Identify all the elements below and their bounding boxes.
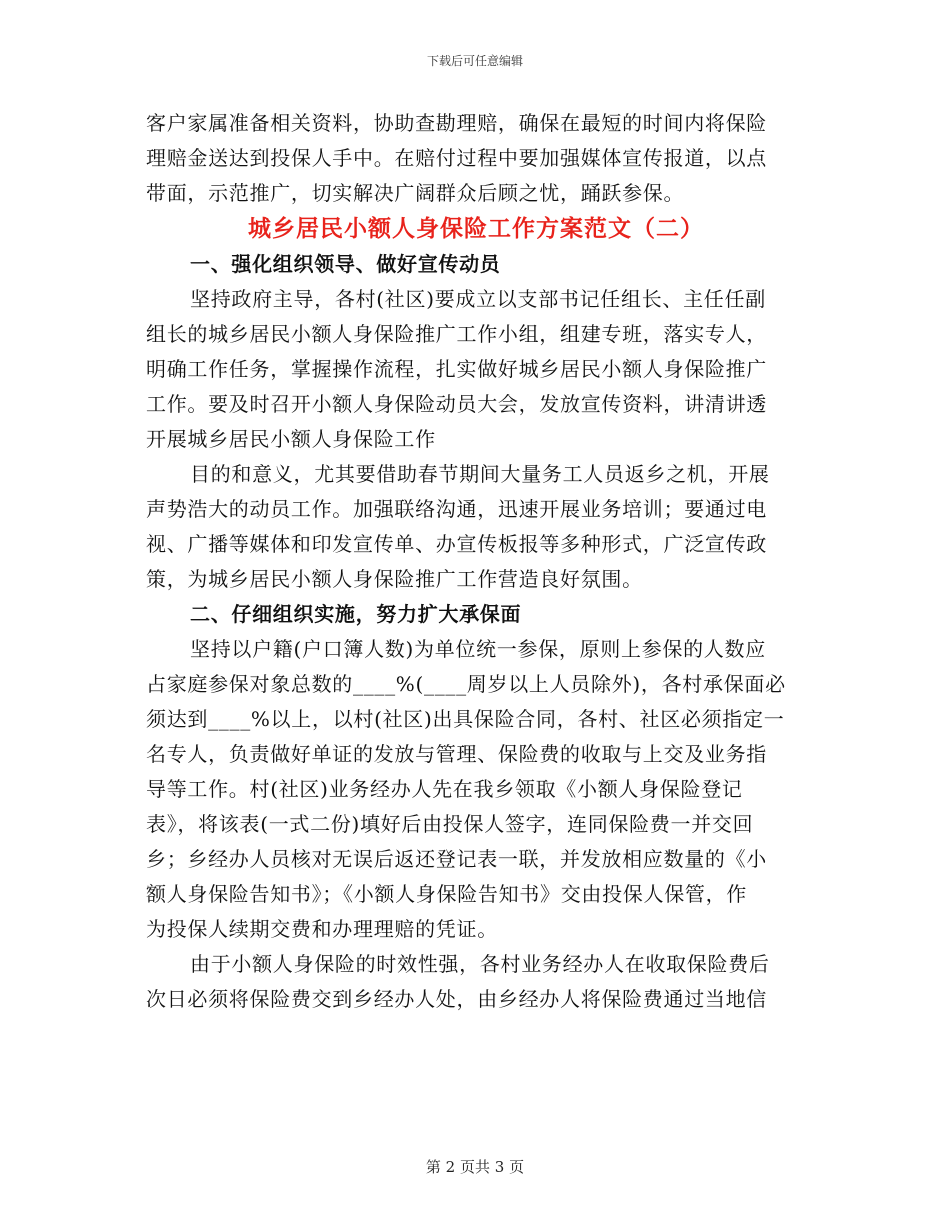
text-line: 策，为城乡居民小额人身保险推广工作营造良好氛围。	[146, 567, 643, 591]
text-line: 开展城乡居民小额人身保险工作	[146, 427, 436, 451]
text-line: 明确工作任务，掌握操作流程，扎实做好城乡居民小额人身保险推广	[146, 357, 767, 381]
text-line: 工作。要及时召开小额人身保险动员大会，发放宣传资料，讲清讲透	[146, 392, 767, 416]
text-line: 客户家属准备相关资料，协助查勘理赔，确保在最短的时间内将保险	[146, 111, 767, 135]
text-line: 乡；乡经办人员核对无误后返还登记表一联，并发放相应数量的《小	[146, 847, 767, 871]
text-line: 为投保人续期交费和办理理赔的凭证。	[146, 917, 498, 941]
text-line: 导等工作。村(社区)业务经办人先在我乡领取《小额人身保险登记	[146, 777, 743, 801]
text-line: 目的和意义，尤其要借助春节期间大量务工人员返乡之机，开展	[190, 462, 770, 486]
text-line: 视、广播等媒体和印发宣传单、办宣传板报等多种形式，广泛宣传政	[146, 532, 767, 556]
text-line: 理赔金送达到投保人手中。在赔付过程中要加强媒体宣传报道，以点	[146, 146, 767, 170]
text-line: 声势浩大的动员工作。加强联络沟通，迅速开展业务培训；要通过电	[146, 497, 767, 521]
text-line: 组长的城乡居民小额人身保险推广工作小组，组建专班，落实专人，	[146, 322, 767, 346]
text-line: 额人身保险告知书》；《小额人身保险告知书》交由投保人保管，作	[146, 882, 747, 906]
text-line: 占家庭参保对象总数的____%(____周岁以上人员除外)，各村承保面必	[146, 672, 786, 696]
text-line: 带面，示范推广，切实解决广阔群众后顾之忧，踊跃参保。	[146, 181, 685, 205]
text-line: 坚持以户籍(户口簿人数)为单位统一参保，原则上参保的人数应	[190, 637, 766, 661]
text-line: 须达到____%以上，以村(社区)出具保险合同，各村、社区必须指定一	[146, 707, 785, 731]
header-note: 下载后可任意编辑	[426, 54, 523, 68]
text-line: 坚持政府主导，各村(社区)要成立以支部书记任组长、主任任副	[190, 287, 766, 311]
text-line: 表》，将该表(一式二份)填好后由投保人签字，连同保险费一并交回	[146, 812, 754, 836]
section-heading-2: 二、仔细组织实施，努力扩大承保面	[190, 602, 522, 626]
text-line: 次日必须将保险费交到乡经办人处，由乡经办人将保险费通过当地信	[146, 987, 767, 1011]
page-number: 第 2 页共 3 页	[425, 1158, 525, 1176]
document-title: 城乡居民小额人身保险工作方案范文（二）	[248, 215, 704, 242]
document-body	[146, 106, 806, 1017]
text-line: 名专人，负责做好单证的发放与管理、保险费的收取与上交及业务指	[146, 742, 767, 766]
section-heading-1: 一、强化组织领导、做好宣传动员	[190, 252, 501, 276]
text-line: 由于小额人身保险的时效性强，各村业务经办人在收取保险费后	[190, 952, 770, 976]
